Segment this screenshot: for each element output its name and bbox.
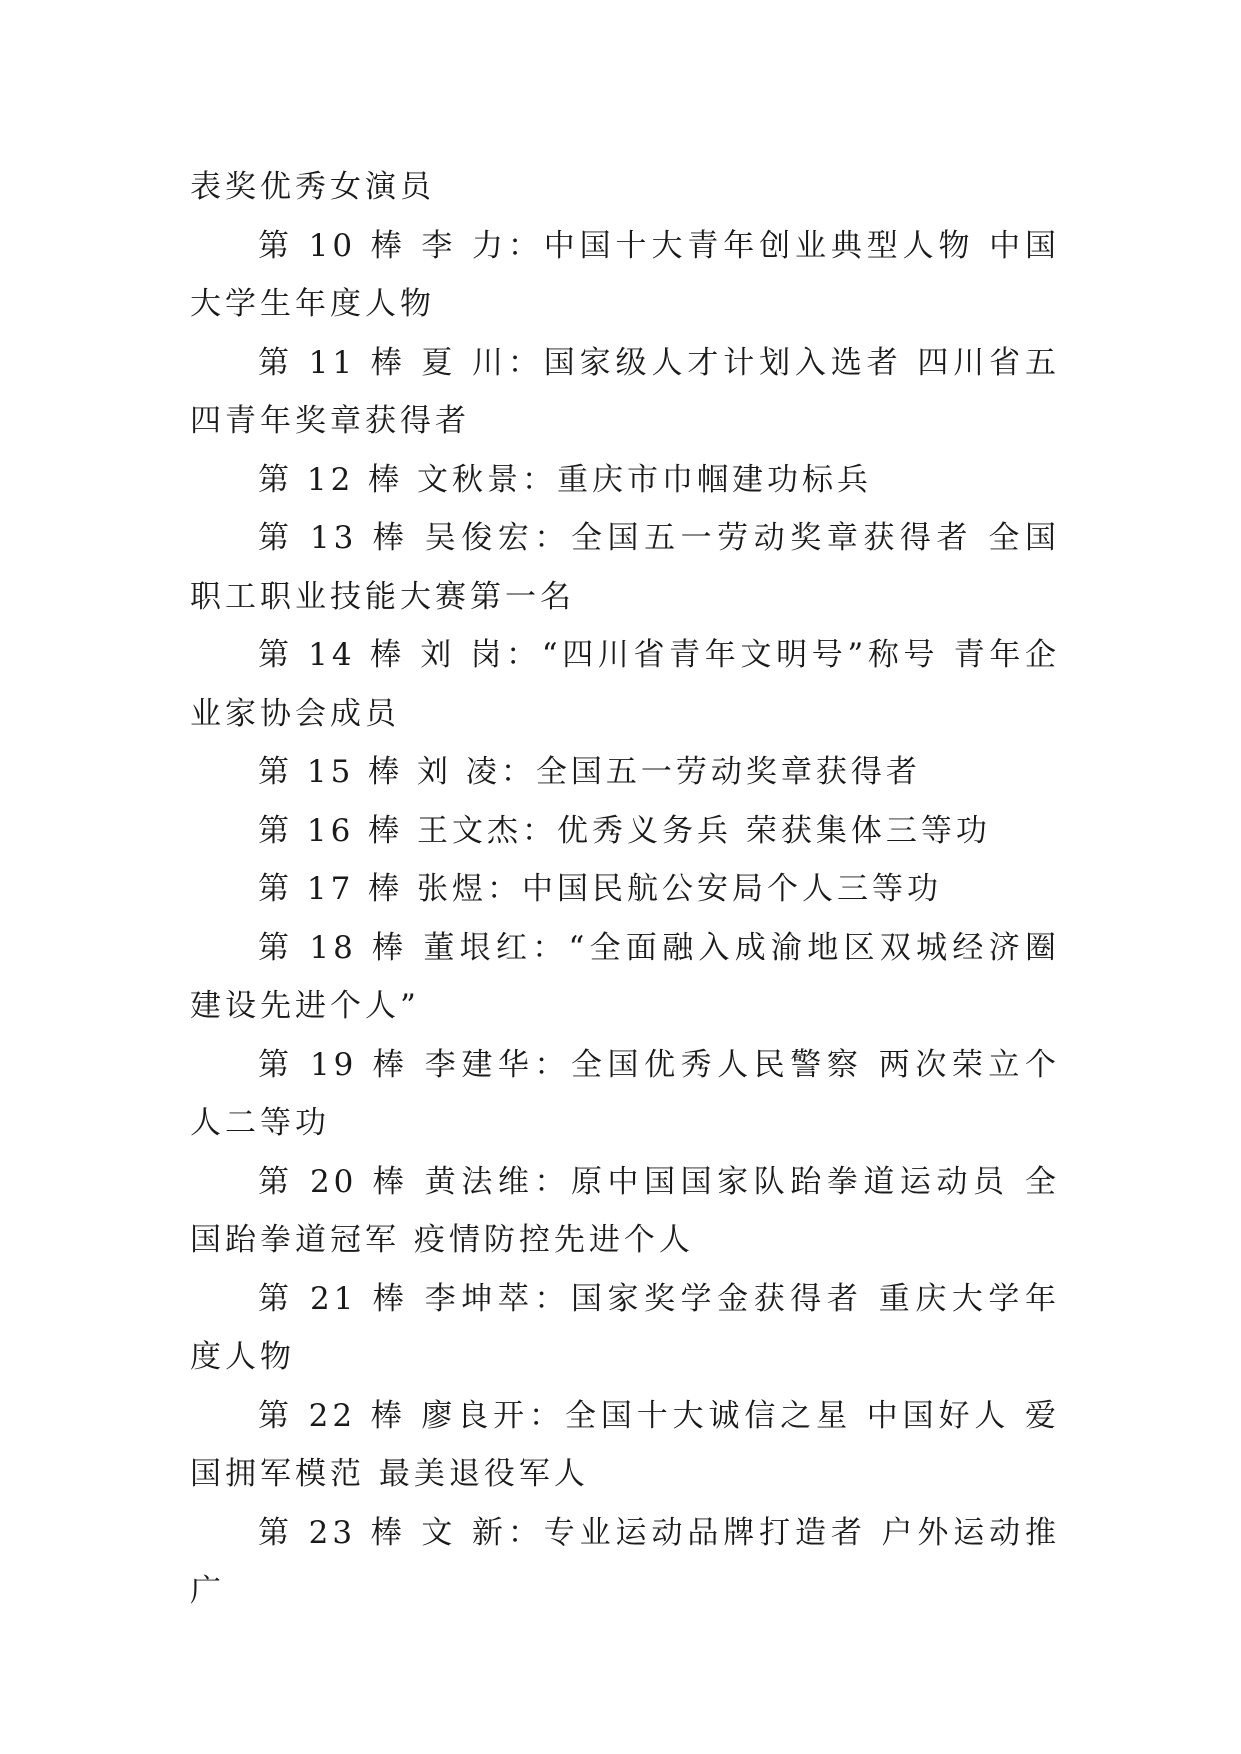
torch-bearer-20: 第 20 棒 黄法维：原中国国家队跆拳道运动员 全国跆拳道冠军 疫情防控先进个人 bbox=[190, 1163, 1060, 1258]
torch-bearer-10: 第 10 棒 李 力：中国十大青年创业典型人物 中国大学生年度人物 bbox=[190, 227, 1060, 322]
torch-bearer-18: 第 18 棒 董垠红：“全面融入成渝地区双城经济圈建设先进个人” bbox=[190, 929, 1060, 1024]
torch-bearer-15: 第 15 棒 刘 凌：全国五一劳动奖章获得者 bbox=[258, 754, 921, 790]
document-body bbox=[190, 158, 1060, 1621]
torch-bearer-23: 第 23 棒 文 新：专业运动品牌打造者 户外运动推广 bbox=[190, 1514, 1060, 1609]
torch-bearer-17: 第 17 棒 张煜：中国民航公安局个人三等功 bbox=[258, 871, 943, 907]
torch-bearer-19: 第 19 棒 李建华：全国优秀人民警察 两次荣立个人二等功 bbox=[190, 1046, 1060, 1141]
torch-bearer-14: 第 14 棒 刘 岗：“四川省青年文明号”称号 青年企业家协会成员 bbox=[190, 637, 1060, 732]
torch-bearer-12: 第 12 棒 文秋景：重庆市巾帼建功标兵 bbox=[258, 461, 873, 498]
torch-bearer-11: 第 11 棒 夏 川：国家级人才计划入选者 四川省五四青年奖章获得者 bbox=[190, 344, 1060, 439]
paragraph-continuation: 表奖优秀女演员 bbox=[190, 169, 435, 205]
torch-bearer-22: 第 22 棒 廖良开：全国十大诚信之星 中国好人 爱国拥军模范 最美退役军人 bbox=[190, 1397, 1060, 1492]
torch-bearer-13: 第 13 棒 吴俊宏：全国五一劳动奖章获得者 全国职工职业技能大赛第一名 bbox=[190, 520, 1060, 615]
torch-bearer-16: 第 16 棒 王文杰：优秀义务兵 荣获集体三等功 bbox=[258, 812, 991, 849]
torch-bearer-21: 第 21 棒 李坤萃：国家奖学金获得者 重庆大学年度人物 bbox=[190, 1280, 1060, 1375]
